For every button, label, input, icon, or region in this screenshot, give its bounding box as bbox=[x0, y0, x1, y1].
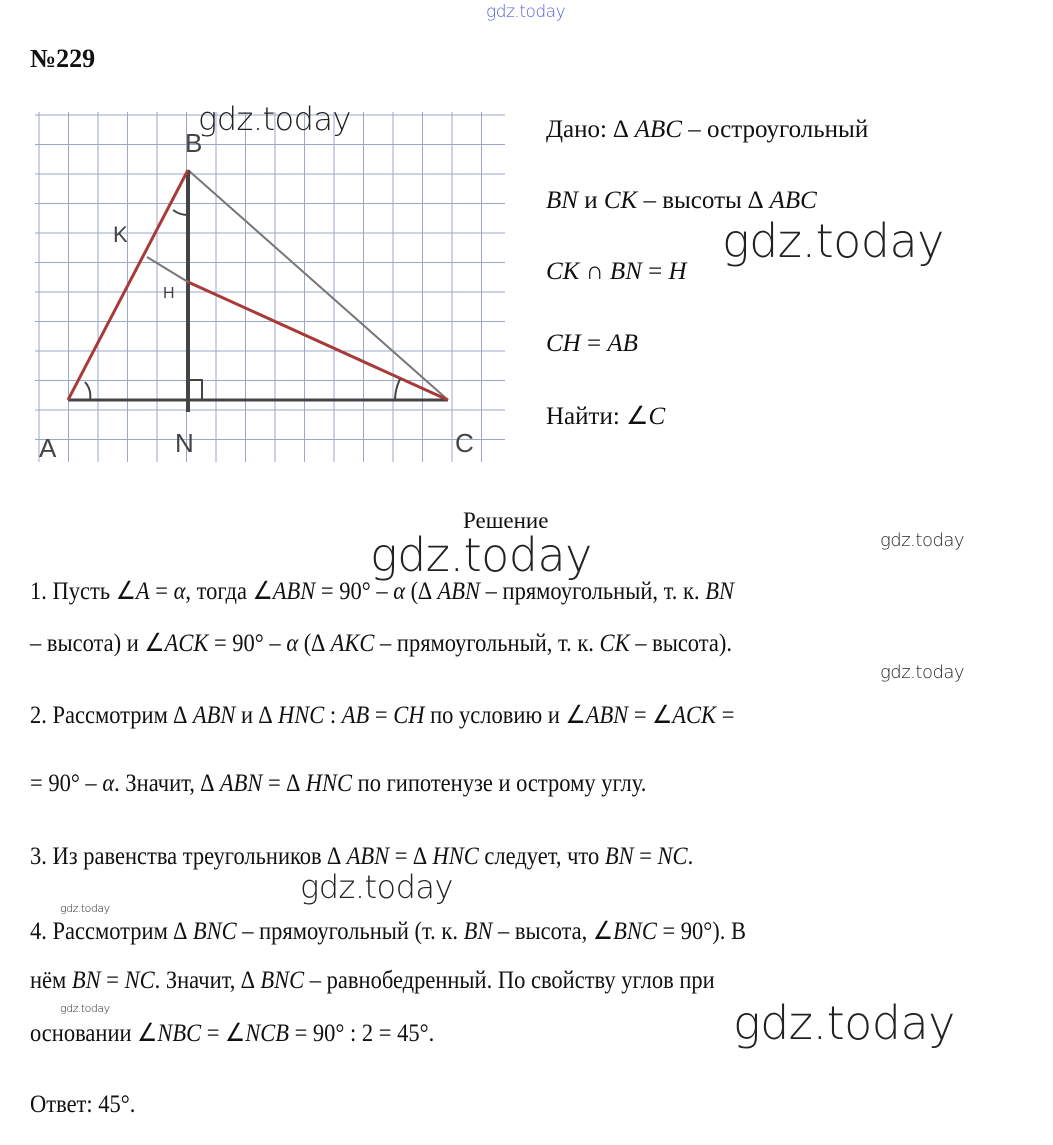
math-symbol: HNC bbox=[305, 770, 353, 797]
text-segment: = 90° – bbox=[315, 578, 394, 605]
text-segment: ∩ bbox=[579, 258, 610, 285]
solution-line bbox=[30, 770, 646, 798]
solution-line bbox=[30, 700, 734, 730]
text-segment: нём bbox=[30, 967, 72, 994]
label-c: C bbox=[455, 428, 474, 458]
math-symbol: ABN bbox=[272, 578, 316, 605]
math-symbol: ABN bbox=[192, 702, 236, 729]
math-symbol: ABC bbox=[634, 116, 682, 143]
watermark: gdz.today bbox=[880, 530, 965, 551]
solution-line bbox=[30, 843, 693, 871]
text-segment: = ∠ bbox=[628, 702, 673, 729]
math-symbol: HNC bbox=[432, 843, 479, 870]
label-b: B bbox=[185, 128, 203, 158]
math-symbol: ACK bbox=[164, 630, 209, 657]
text-segment: и bbox=[577, 187, 604, 214]
math-symbol: ACK bbox=[672, 702, 717, 729]
text-segment: . Значит, ∆ bbox=[114, 770, 220, 797]
text-segment: = ∆ bbox=[389, 843, 433, 870]
given-line bbox=[546, 330, 638, 358]
math-symbol: BN bbox=[546, 187, 578, 214]
watermark: gdz.today bbox=[60, 902, 110, 915]
math-symbol: H bbox=[668, 258, 687, 285]
watermark: gdz.today bbox=[60, 1002, 110, 1015]
watermark: gdz.today bbox=[370, 528, 592, 582]
math-symbol: BN bbox=[604, 843, 634, 870]
math-symbol: A bbox=[135, 578, 150, 605]
text-segment: . Значит, ∆ bbox=[154, 967, 261, 994]
text-segment: основании ∠ bbox=[30, 1020, 158, 1047]
text-segment: = bbox=[149, 578, 174, 605]
text-segment: . bbox=[687, 843, 694, 870]
math-symbol: BN bbox=[609, 258, 642, 285]
math-symbol: HNC bbox=[278, 702, 325, 729]
text-segment: = bbox=[369, 702, 394, 729]
angle-a-mark bbox=[85, 382, 90, 400]
text-segment: Ответ: 45°. bbox=[30, 1091, 136, 1118]
math-symbol: AB bbox=[607, 330, 638, 357]
text-segment: – прямоугольный, т. к. bbox=[480, 578, 706, 605]
given-line bbox=[546, 258, 687, 286]
text-segment: 3. Из равенства треугольников ∆ bbox=[30, 843, 347, 870]
math-symbol: BNC bbox=[613, 918, 657, 945]
text-segment: = 90° : 2 = 45°. bbox=[288, 1020, 435, 1047]
label-h: H bbox=[163, 285, 175, 302]
math-symbol: ABC bbox=[769, 187, 817, 214]
solution-line bbox=[30, 628, 732, 658]
text-segment: – высоты ∆ bbox=[637, 187, 770, 214]
given-line bbox=[546, 187, 817, 215]
grid-paper bbox=[35, 112, 505, 462]
math-symbol: BNC bbox=[192, 918, 237, 945]
watermark: gdz.today bbox=[722, 214, 944, 268]
math-symbol: CK bbox=[603, 187, 638, 214]
text-segment: = bbox=[580, 330, 608, 357]
text-segment: 1. Пусть ∠ bbox=[30, 578, 136, 605]
angle-c-mark bbox=[395, 379, 400, 400]
text-segment: (∆ bbox=[298, 630, 331, 657]
watermark: gdz.today bbox=[733, 996, 955, 1050]
math-symbol: NC bbox=[124, 967, 155, 994]
text-segment: , тогда ∠ bbox=[185, 578, 273, 605]
math-symbol: BN bbox=[705, 578, 734, 605]
text-segment: – высота) и ∠ bbox=[30, 630, 165, 657]
solution-title: Решение bbox=[463, 508, 549, 533]
text-segment: – равнобедренный. По свойству углов при bbox=[304, 967, 715, 994]
math-symbol: C bbox=[648, 403, 666, 430]
text-segment: = bbox=[641, 258, 669, 285]
text-segment: – прямоугольный (т. к. bbox=[236, 918, 464, 945]
triangle-drawing bbox=[35, 112, 505, 462]
math-symbol: α bbox=[286, 630, 299, 657]
right-angle-mark bbox=[188, 380, 202, 400]
text-segment: – высота). bbox=[629, 630, 732, 657]
math-symbol: ABN bbox=[219, 770, 263, 797]
label-a: A bbox=[39, 433, 57, 462]
watermark: gdz.today bbox=[880, 662, 965, 683]
math-symbol: BNC bbox=[260, 967, 305, 994]
text-segment: по гипотенузе и острому углу. bbox=[352, 770, 647, 797]
math-symbol: CH bbox=[546, 330, 581, 357]
text-segment: = ∆ bbox=[262, 770, 306, 797]
angle-b-mark bbox=[173, 210, 188, 215]
text-segment: 4. Рассмотрим ∆ bbox=[30, 918, 193, 945]
math-symbol: α bbox=[393, 578, 406, 605]
watermark: gdz.today bbox=[198, 100, 351, 138]
side-bc bbox=[188, 170, 448, 400]
math-symbol: CH bbox=[393, 702, 425, 729]
segment-hc bbox=[188, 282, 448, 400]
solution-line bbox=[30, 1091, 135, 1119]
text-segment: = 90° – bbox=[30, 770, 103, 797]
label-k: K bbox=[113, 222, 128, 247]
text-segment: = bbox=[716, 702, 735, 729]
math-symbol: BN bbox=[463, 918, 493, 945]
text-segment: 2. Рассмотрим ∆ bbox=[30, 702, 193, 729]
text-segment: Дано: ∆ bbox=[546, 116, 635, 143]
math-symbol: NBC bbox=[157, 1020, 202, 1047]
text-segment: следует, что bbox=[478, 843, 605, 870]
text-segment: = 90°). В bbox=[656, 918, 747, 945]
text-segment: = 90° – bbox=[208, 630, 287, 657]
text-segment: – остроугольный bbox=[682, 116, 869, 143]
math-symbol: AKC bbox=[330, 630, 375, 657]
text-segment: = bbox=[633, 843, 658, 870]
math-symbol: α bbox=[102, 770, 115, 797]
solution-line bbox=[30, 916, 746, 946]
text-segment: : bbox=[324, 702, 342, 729]
solution-line bbox=[30, 1018, 434, 1048]
text-segment: и ∆ bbox=[235, 702, 279, 729]
text-segment: = ∠ bbox=[201, 1020, 246, 1047]
text-segment: – высота, ∠ bbox=[492, 918, 614, 945]
altitude-ck bbox=[147, 257, 188, 282]
given-line bbox=[546, 401, 665, 431]
label-n: N bbox=[175, 428, 194, 458]
math-symbol: NCB bbox=[245, 1020, 289, 1047]
problem-number: №229 bbox=[30, 44, 96, 73]
math-symbol: AB bbox=[341, 702, 370, 729]
math-symbol: ABN bbox=[437, 578, 481, 605]
math-symbol: BN bbox=[71, 967, 101, 994]
math-symbol: ABN bbox=[346, 843, 390, 870]
given-line bbox=[546, 116, 868, 144]
solution-line bbox=[30, 967, 715, 995]
watermark: gdz.today bbox=[486, 2, 566, 22]
text-segment: Найти: ∠ bbox=[546, 403, 649, 430]
text-segment: = bbox=[100, 967, 125, 994]
text-segment: (∆ bbox=[405, 578, 438, 605]
watermark: gdz.today bbox=[300, 868, 453, 906]
text-segment: по условию и ∠ bbox=[424, 702, 586, 729]
math-symbol: CK bbox=[546, 258, 580, 285]
math-symbol: NC bbox=[657, 843, 688, 870]
math-symbol: CK bbox=[599, 630, 630, 657]
math-symbol: ABN bbox=[585, 702, 629, 729]
math-symbol: α bbox=[173, 578, 186, 605]
text-segment: – прямоугольный, т. к. bbox=[374, 630, 600, 657]
